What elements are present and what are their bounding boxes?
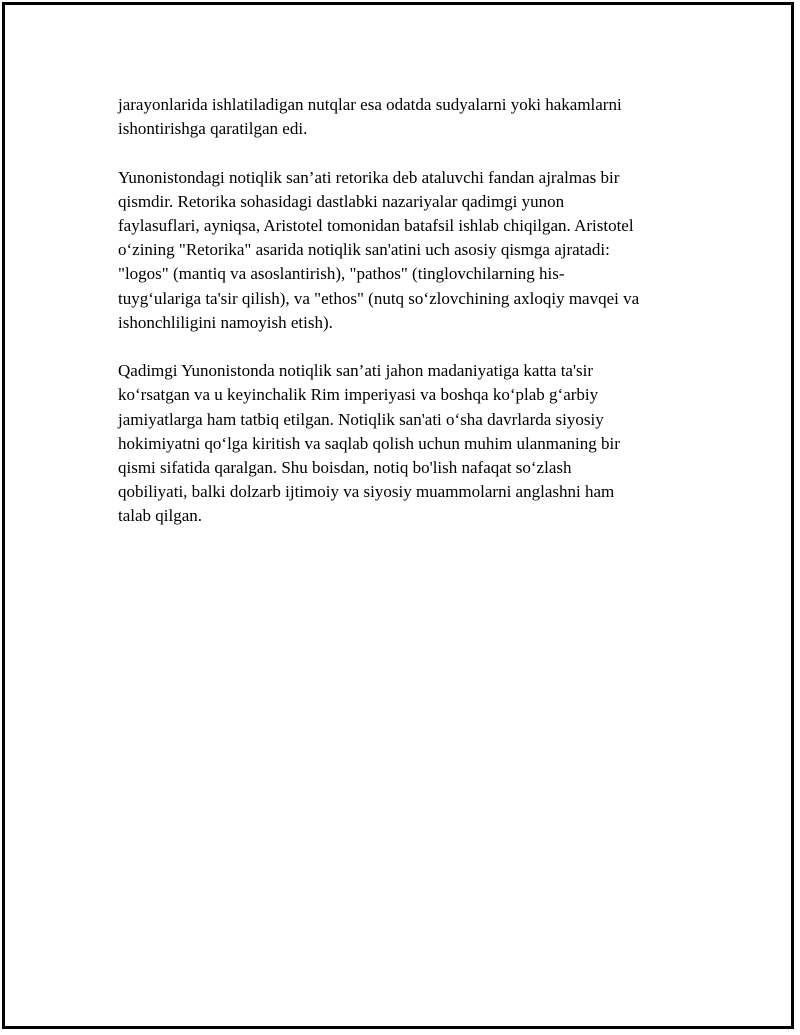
- text-line: talab qilgan.: [118, 506, 203, 526]
- text-line: tuyg‘ulariga ta'sir qilish), va "ethos" (nutq so‘zlovchining axloqiy mavqei va: [118, 288, 640, 308]
- text-line: qobiliyati, balki dolzarb ijtimoiy va siyosiy muammolarni anglashni ham: [118, 482, 615, 502]
- text-line: jarayonlarida ishlatiladigan nutqlar esa odatda sudyalarni yoki hakamlarni: [118, 95, 622, 114]
- text-line: faylasuflari, ayniqsa, Aristotel tomonidan batafsil ishlab chiqilgan. Aristotel: [118, 216, 634, 235]
- text-line: Qadimgi Yunonistonda notiqlik san’ati jahon madaniyatiga katta ta'sir: [118, 361, 594, 381]
- text-line: hokimiyatni qo‘lga kiritish va saqlab qolish uchun muhim ulanmaning bir: [118, 433, 620, 453]
- text-line: qismi sifatida qaralgan. Shu boisdan, notiq bo'lish nafaqat so‘zlash: [118, 458, 572, 478]
- paragraph-1: [118, 93, 698, 141]
- text-line: ishontirishga qaratilgan edi.: [118, 119, 308, 139]
- text-line: qismdir. Retorika sohasidagi dastlabki nazariyalar qadimgi yunon: [118, 191, 565, 211]
- text-line: jamiyatlarga ham tatbiq etilgan. Notiqlik san'ati o‘sha davrlarda siyosiy: [118, 409, 604, 429]
- text-line: ko‘rsatgan va u keyinchalik Rim imperiyasi va boshqa ko‘plab g‘arbiy: [118, 385, 599, 405]
- paragraph-2: [118, 166, 698, 335]
- text-line: Yunonistondagi notiqlik san’ati retorika deb ataluvchi fandan ajralmas bir: [118, 167, 620, 187]
- text-line: ishonchliligini namoyish etish).: [118, 312, 333, 332]
- paragraph-3: [118, 359, 698, 528]
- text-line: "logos" (mantiq va asoslantirish), "pathos" (tinglovchilarning his-: [118, 264, 565, 284]
- text-line: o‘zining "Retorika" asarida notiqlik san'atini uch asosiy qismga ajratadi:: [118, 240, 610, 260]
- document-body: [118, 93, 698, 553]
